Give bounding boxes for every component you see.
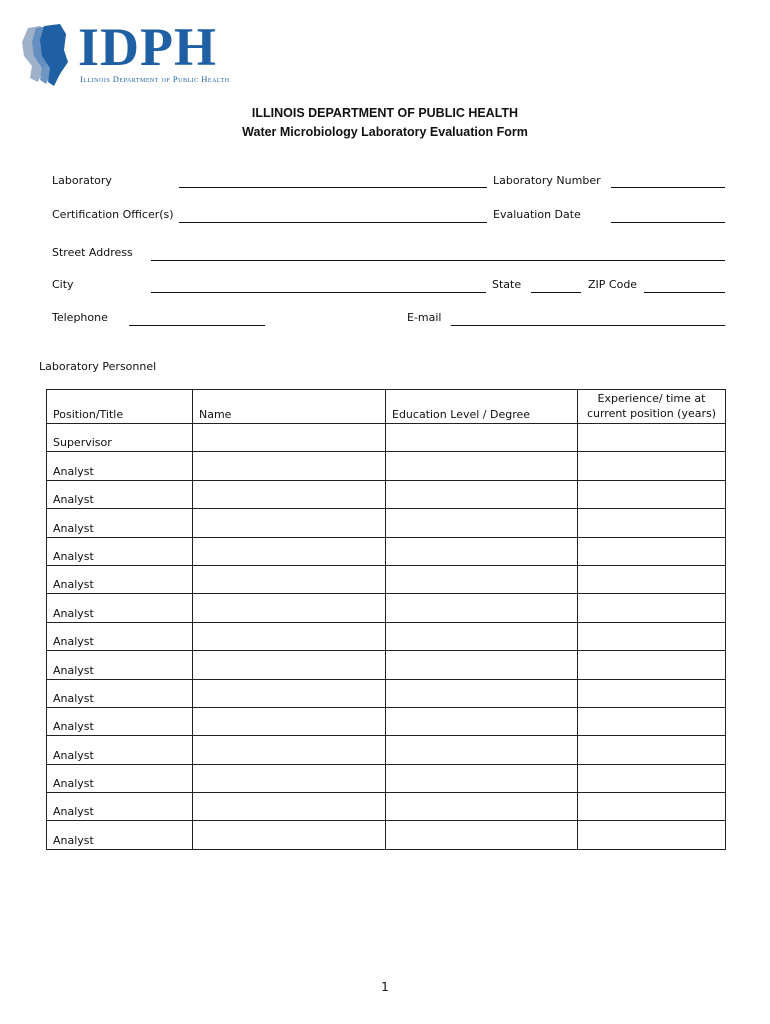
column-header-position: Position/Title — [47, 390, 193, 424]
evaluation-date-label: Evaluation Date — [493, 208, 581, 221]
experience-cell[interactable] — [578, 424, 726, 452]
logo-subtext: Illinois Department of Public Health — [80, 74, 230, 84]
table-row — [47, 565, 726, 593]
telephone-field[interactable] — [129, 325, 265, 326]
position-cell: Analyst — [47, 679, 193, 707]
table-row — [47, 736, 726, 764]
table-row — [47, 480, 726, 508]
idph-logo — [18, 17, 263, 88]
name-cell[interactable] — [193, 651, 386, 679]
name-cell[interactable] — [193, 594, 386, 622]
name-cell[interactable] — [193, 793, 386, 821]
position-cell: Analyst — [47, 537, 193, 565]
position-cell: Analyst — [47, 651, 193, 679]
name-cell[interactable] — [193, 565, 386, 593]
state-label: State — [492, 278, 522, 291]
page-number: 1 — [381, 980, 389, 994]
name-cell[interactable] — [193, 679, 386, 707]
education-cell[interactable] — [386, 821, 578, 849]
column-header-education: Education Level / Degree — [386, 390, 578, 424]
position-cell: Analyst — [47, 736, 193, 764]
education-cell[interactable] — [386, 565, 578, 593]
name-cell[interactable] — [193, 764, 386, 792]
zip-code-field[interactable] — [644, 292, 725, 293]
experience-cell[interactable] — [578, 452, 726, 480]
column-header-name: Name — [193, 390, 386, 424]
name-cell[interactable] — [193, 707, 386, 735]
position-cell: Analyst — [47, 821, 193, 849]
form-title: Water Microbiology Laboratory Evaluation Form — [242, 125, 528, 139]
table-row — [47, 793, 726, 821]
position-cell: Analyst — [47, 480, 193, 508]
name-cell[interactable] — [193, 480, 386, 508]
table-row — [47, 821, 726, 849]
telephone-label: Telephone — [52, 311, 108, 324]
position-cell: Analyst — [47, 764, 193, 792]
personnel-table — [46, 389, 726, 850]
experience-cell[interactable] — [578, 537, 726, 565]
education-cell[interactable] — [386, 651, 578, 679]
experience-cell[interactable] — [578, 480, 726, 508]
position-cell: Analyst — [47, 509, 193, 537]
experience-cell[interactable] — [578, 622, 726, 650]
experience-cell[interactable] — [578, 594, 726, 622]
name-cell[interactable] — [193, 509, 386, 537]
certification-officer-field[interactable] — [179, 222, 487, 223]
table-row — [47, 679, 726, 707]
state-field[interactable] — [531, 292, 581, 293]
education-cell[interactable] — [386, 764, 578, 792]
name-cell[interactable] — [193, 537, 386, 565]
education-cell[interactable] — [386, 537, 578, 565]
experience-cell[interactable] — [578, 651, 726, 679]
name-cell[interactable] — [193, 622, 386, 650]
evaluation-date-field[interactable] — [611, 222, 725, 223]
table-row — [47, 452, 726, 480]
experience-cell[interactable] — [578, 821, 726, 849]
table-row — [47, 651, 726, 679]
name-cell[interactable] — [193, 821, 386, 849]
education-cell[interactable] — [386, 452, 578, 480]
experience-cell[interactable] — [578, 793, 726, 821]
form-heading: ILLINOIS DEPARTMENT OF PUBLIC HEALTH — [251, 106, 519, 120]
position-cell: Analyst — [47, 707, 193, 735]
email-label: E-mail — [407, 311, 442, 324]
email-field[interactable] — [451, 325, 725, 326]
position-cell: Analyst — [47, 565, 193, 593]
table-row — [47, 707, 726, 735]
name-cell[interactable] — [193, 736, 386, 764]
experience-cell[interactable] — [578, 736, 726, 764]
name-cell[interactable] — [193, 424, 386, 452]
laboratory-number-field[interactable] — [611, 187, 725, 188]
education-cell[interactable] — [386, 480, 578, 508]
position-cell: Analyst — [47, 622, 193, 650]
position-cell: Analyst — [47, 793, 193, 821]
position-cell: Analyst — [47, 594, 193, 622]
city-label: City — [52, 278, 74, 291]
table-row — [47, 537, 726, 565]
experience-cell[interactable] — [578, 707, 726, 735]
table-row — [47, 594, 726, 622]
name-cell[interactable] — [193, 452, 386, 480]
position-cell: Analyst — [47, 452, 193, 480]
education-cell[interactable] — [386, 707, 578, 735]
table-row — [47, 424, 726, 452]
education-cell[interactable] — [386, 736, 578, 764]
education-cell[interactable] — [386, 793, 578, 821]
zip-code-label: ZIP Code — [588, 278, 638, 291]
table-header-row — [47, 390, 726, 424]
laboratory-number-label: Laboratory Number — [493, 174, 601, 187]
experience-cell[interactable] — [578, 565, 726, 593]
table-row — [47, 764, 726, 792]
city-field[interactable] — [151, 292, 486, 293]
experience-cell[interactable] — [578, 509, 726, 537]
experience-cell[interactable] — [578, 679, 726, 707]
personnel-section-label: Laboratory Personnel — [39, 360, 157, 373]
street-address-field[interactable] — [151, 260, 725, 261]
table-row — [47, 509, 726, 537]
laboratory-field[interactable] — [179, 187, 487, 188]
education-cell[interactable] — [386, 594, 578, 622]
education-cell[interactable] — [386, 622, 578, 650]
education-cell[interactable] — [386, 679, 578, 707]
experience-cell[interactable] — [578, 764, 726, 792]
table-row — [47, 622, 726, 650]
certification-officer-label: Certification Officer(s) — [52, 208, 174, 221]
logo-text: IDPH — [78, 17, 217, 77]
education-cell[interactable] — [386, 424, 578, 452]
position-cell: Supervisor — [47, 424, 193, 452]
street-address-label: Street Address — [52, 246, 133, 259]
education-cell[interactable] — [386, 509, 578, 537]
laboratory-label: Laboratory — [52, 174, 112, 187]
column-header-experience: Experience/ time at current position (years) — [578, 390, 726, 424]
